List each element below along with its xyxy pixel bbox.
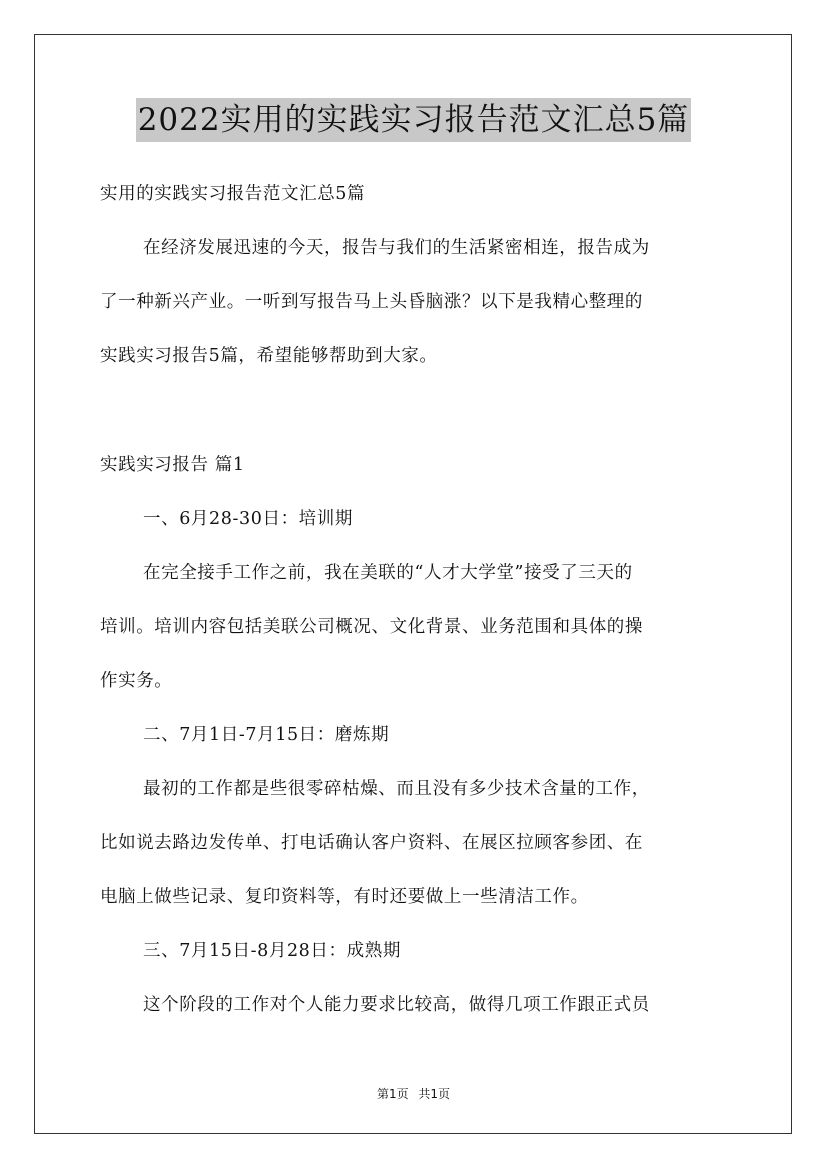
phase2-heading: 二、7月1日-7月15日：磨炼期: [143, 725, 390, 745]
title-container: [0, 98, 827, 142]
page-number: 第1页: [376, 1087, 409, 1101]
phase2-line-2: 比如说去路边发传单、打电话确认客户资料、在展区拉顾客参团、在: [100, 833, 643, 853]
page-footer: [0, 1085, 827, 1102]
phase3-heading: 三、7月15日-8月28日：成熟期: [143, 941, 401, 961]
section-heading: 实践实习报告 篇1: [100, 455, 245, 475]
phase1-line-2: 培训。培训内容包括美联公司概况、文化背景、业务范围和具体的操: [100, 617, 643, 637]
intro-line-2: 了一种新兴产业。一听到写报告马上头昏脑涨？以下是我精心整理的: [100, 292, 643, 312]
phase2-line-1: 最初的工作都是些很零碎枯燥、而且没有多少技术含量的工作，: [143, 779, 650, 799]
document-subtitle: 实用的实践实习报告范文汇总5篇: [100, 184, 366, 204]
phase1-heading: 一、6月28-30日：培训期: [143, 509, 353, 529]
phase2-line-3: 电脑上做些记录、复印资料等，有时还要做上一些清洁工作。: [100, 887, 589, 907]
page-total: 共1页: [418, 1087, 451, 1101]
intro-line-3: 实践实习报告5篇，希望能够帮助到大家。: [100, 346, 438, 366]
phase3-line-1: 这个阶段的工作对个人能力要求比较高，做得几项工作跟正式员: [143, 995, 650, 1015]
intro-line-1: 在经济发展迅速的今天，报告与我们的生活紧密相连，报告成为: [143, 238, 650, 258]
document-title: 2022实用的实践实习报告范文汇总5篇: [136, 98, 692, 142]
phase1-line-3: 作实务。: [100, 671, 173, 691]
phase1-line-1: 在完全接手工作之前，我在美联的“人才大学堂”接受了三天的: [143, 563, 633, 583]
